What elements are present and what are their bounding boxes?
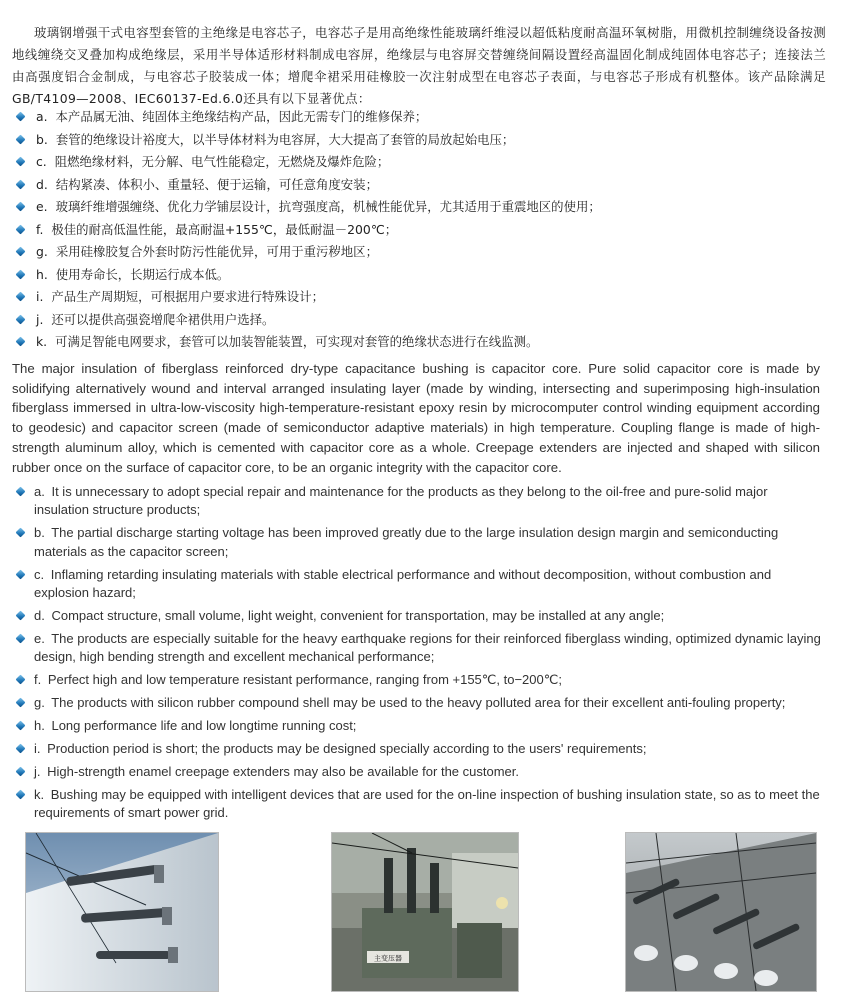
list-item: j. High-strength enamel creepage extenders may also be available for the customer. <box>16 763 822 781</box>
diamond-bullet-icon <box>16 157 26 167</box>
list-item: k. Bushing may be equipped with intelligent devices that are used for the on-line inspection of bushing insulation state, so as to meet the requirements of smart power grid. <box>16 786 822 823</box>
list-item: g. The products with silicon rubber compound shell may be used to the heavy polluted area for their excellent anti-fouling property; <box>16 694 822 712</box>
diamond-bullet-icon <box>16 112 26 122</box>
diamond-bullet-icon <box>16 315 26 325</box>
diamond-bullet-icon <box>16 180 26 190</box>
list-item: a. It is unnecessary to adopt special repair and maintenance for the products as they belong to the oil-free and pure-solid major insulation structure products; <box>16 483 822 520</box>
list-item: d. Compact structure, small volume, light weight, convenient for transportation, may be installed at any angle; <box>16 607 822 625</box>
diamond-bullet-icon <box>16 570 26 580</box>
diamond-bullet-icon <box>16 337 26 347</box>
diamond-bullet-icon <box>16 292 26 302</box>
diamond-bullet-icon <box>16 721 26 731</box>
list-item: a. 本产品属无油、纯固体主绝缘结构产品，因此无需专门的维修保养； <box>16 106 826 129</box>
list-item: b. 套管的绝缘设计裕度大，以半导体材料为电容屏，大大提高了套管的局放起始电压； <box>16 129 826 152</box>
list-item: h. 使用寿命长，长期运行成本低。 <box>16 264 826 287</box>
english-intro-paragraph: The major insulation of fiberglass reinforced dry-type capacitance bushing is capacitor core. Pure solid capacitor core is made by solidifying alternatively wound and interval arranged insulating layer (made by winding, intersecting and superimposing high-insulation fiberglass immersed in ultra-low-viscosity high-temperature-resistant epoxy resin by microcomputer control winding equipment according to geodesic) and capacitor screen (made of semiconductor adaptive materials) in high temperature. Coupling flange is made of high-strength aluminum alloy, which is cemented with capacitor core as a whole. Creepage extenders are injected and shaped with silicon rubber once on the surface of capacitor core, to be an organic integrity with the capacitor core. <box>12 361 820 475</box>
list-item: k. 可满足智能电网要求，套管可以加装智能装置，可实现对套管的绝缘状态进行在线监测。 <box>16 331 826 354</box>
list-item: f. Perfect high and low temperature resistant performance, ranging from +155℃, to−200℃; <box>16 671 822 689</box>
list-item: b. The partial discharge starting voltage has been improved greatly due to the large insulation design margin and semiconducting materials as the capacitor screen; <box>16 524 822 561</box>
diamond-bullet-icon <box>16 135 26 145</box>
transformer-sign-text: 主变压器 <box>374 954 402 963</box>
transformer-photo <box>331 832 519 992</box>
diamond-bullet-icon <box>16 790 26 800</box>
diamond-bullet-icon <box>16 767 26 777</box>
bushing-array-photo <box>625 832 817 992</box>
chinese-intro-paragraph: 玻璃钢增强干式电容型套管的主绝缘是电容芯子，电容芯子是用高绝缘性能玻璃纤维浸以超低粘度耐高温环氧树脂，用微机控制缠绕设备按测地线缠绕交叉叠加构成绝缘层，采用半导体适形材料制成电容屏，绝缘层与电容屏交替缠绕间隔设置经高温固化制成纯固体电容芯子；连接法兰由高强度铝合金制成，与电容芯子胶装成一体；增爬伞裙采用硅橡胶一次注射成型在电容芯子表面，与电容芯子形成有机整体。该产品除满足GB/T4109—2008、IEC60137-Ed.6.0还具有以下显著优点： <box>12 25 826 107</box>
diamond-bullet-icon <box>16 270 26 280</box>
diamond-bullet-icon <box>16 225 26 235</box>
list-item: g. 采用硅橡胶复合外套时防污性能优异，可用于重污秽地区； <box>16 241 826 264</box>
list-item: e. 玻璃纤维增强缠绕、优化力学铺层设计，抗弯强度高，机械性能优异，尤其适用于重震地区的使用； <box>16 196 826 219</box>
list-item: j. 还可以提供高强瓷增爬伞裙供用户选择。 <box>16 309 826 332</box>
list-item: d. 结构紧凑、体积小、重量轻、便于运输，可任意角度安装； <box>16 174 826 197</box>
wall-bushings-photo <box>25 832 219 992</box>
english-advantages-list <box>16 483 822 827</box>
diamond-bullet-icon <box>16 744 26 754</box>
diamond-bullet-icon <box>16 247 26 257</box>
list-item: h. Long performance life and low longtime running cost; <box>16 717 822 735</box>
diamond-bullet-icon <box>16 202 26 212</box>
diamond-bullet-icon <box>16 675 26 685</box>
list-item: c. Inflaming retarding insulating materials with stable electrical performance and without decomposition, without combustion and explosion hazard; <box>16 566 822 603</box>
diamond-bullet-icon <box>16 528 26 538</box>
list-item: c. 阻燃绝缘材料，无分解、电气性能稳定，无燃烧及爆炸危险； <box>16 151 826 174</box>
list-item: i. Production period is short; the products may be designed specially according to the users' requirements; <box>16 740 822 758</box>
chinese-advantages-list <box>16 106 826 354</box>
list-item: f. 极佳的耐高低温性能，最高耐温+155℃，最低耐温－200℃； <box>16 219 826 242</box>
list-item: i. 产品生产周期短，可根据用户要求进行特殊设计； <box>16 286 826 309</box>
list-item: e. The products are especially suitable for the heavy earthquake regions for their reinforced fiberglass winding, optimized dynamic laying design, high bending strength and excellent mechanical performance; <box>16 630 822 667</box>
diamond-bullet-icon <box>16 698 26 708</box>
diamond-bullet-icon <box>16 487 26 497</box>
diamond-bullet-icon <box>16 611 26 621</box>
diamond-bullet-icon <box>16 634 26 644</box>
